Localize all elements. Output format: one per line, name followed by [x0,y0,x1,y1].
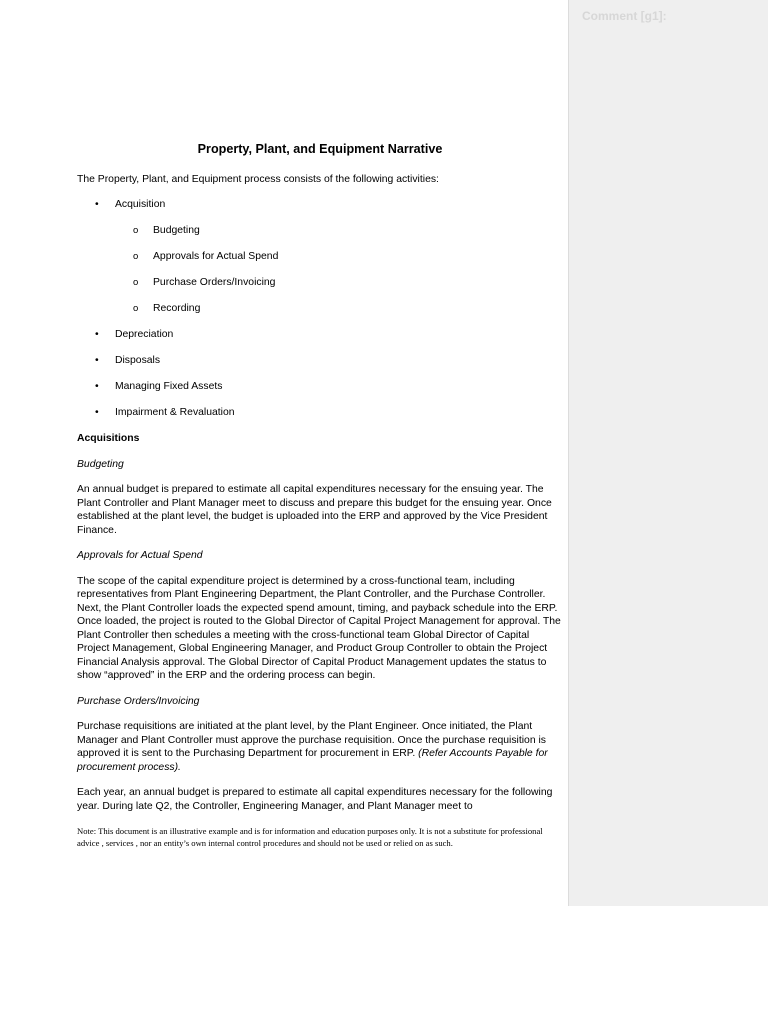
comments-pane [568,0,768,906]
intro-text: The Property, Plant, and Equipment process consists of the following activities: [77,173,439,185]
sublist-item: o Recording [115,302,561,316]
disclaimer-note: Note: This document is an illustrative example and is for information and education purposes only. It is not a substitute for professional advice , services , nor an entity’s own internal control procedures and should not be used or relied on as such. [77,826,543,848]
sublist-item: o Purchase Orders/Invoicing [115,276,561,290]
subheading-approvals: Approvals for Actual Spend [77,550,203,561]
approvals-paragraph: The scope of the capital expenditure project is determined by a cross-functional team, including representatives from Plant Engineering Department, the Plant Controller, and the Purchase Controller. Next, the Plant Controller loads the expected spend amount, timing, and payback schedule into the ERP. Once loaded, the project is routed to the Global Director of Capital Project Management for approval. The Plant Controller then schedules a meeting with the cross-functional team Global Director of Capital Project Management, Global Engineering Manager, and Product Group Controller to obtain the Project Financial Analysis approval. The Global Director of Capital Product Management updates the status to show “approved” in the ERP and the ordering process can begin. [77,575,561,681]
list-item-managing-fixed-assets: • Managing Fixed Assets [77,380,561,394]
list-item-label: Acquisition [115,199,166,210]
list-item-impairment: • Impairment & Revaluation [77,406,561,420]
acquisition-sublist [115,224,561,316]
purchase-orders-text: Purchase requisitions are initiated at the plant level, by the Plant Engineer. Once initiated, the Plant Manager and Plant Controller must approve the purchase requisition. Once the purchase requisition is approved it is sent to the Purchasing Department for procurement in ERP. [77,721,546,759]
document-body [77,143,561,849]
purchase-orders-reference: (Refer Accounts Payable for procurement process). [77,748,548,773]
purchase-orders-paragraph [77,720,561,774]
annual-budget-paragraph: Each year, an annual budget is prepared to estimate all capital expenditures necessary for the following year. During late Q2, the Controller, Engineering Manager, and Plant Manager meet to [77,787,553,812]
comment-label: Comment [g1]: [582,9,667,23]
subheading-budgeting: Budgeting [77,458,124,470]
sublist-item: o Approvals for Actual Spend [115,250,561,264]
list-item-disposals: • Disposals [77,354,561,368]
budgeting-paragraph: An annual budget is prepared to estimate all capital expenditures necessary for the ensuing year. The Plant Controller and Plant Manager meet to discuss and prepare this budget for the ensuing year. Once established at the plant level, the budget is uploaded into the ERP and approved by the Vice President Finance. [77,484,552,536]
sublist-item: o Budgeting [115,224,561,238]
section-heading-acquisitions: Acquisitions [77,433,140,444]
subheading-purchase-orders: Purchase Orders/Invoicing [77,695,200,707]
list-item-acquisition [77,198,561,316]
document-title: Property, Plant, and Equipment Narrative [197,142,443,156]
activities-list [77,198,561,420]
list-item-depreciation: • Depreciation [77,328,561,342]
